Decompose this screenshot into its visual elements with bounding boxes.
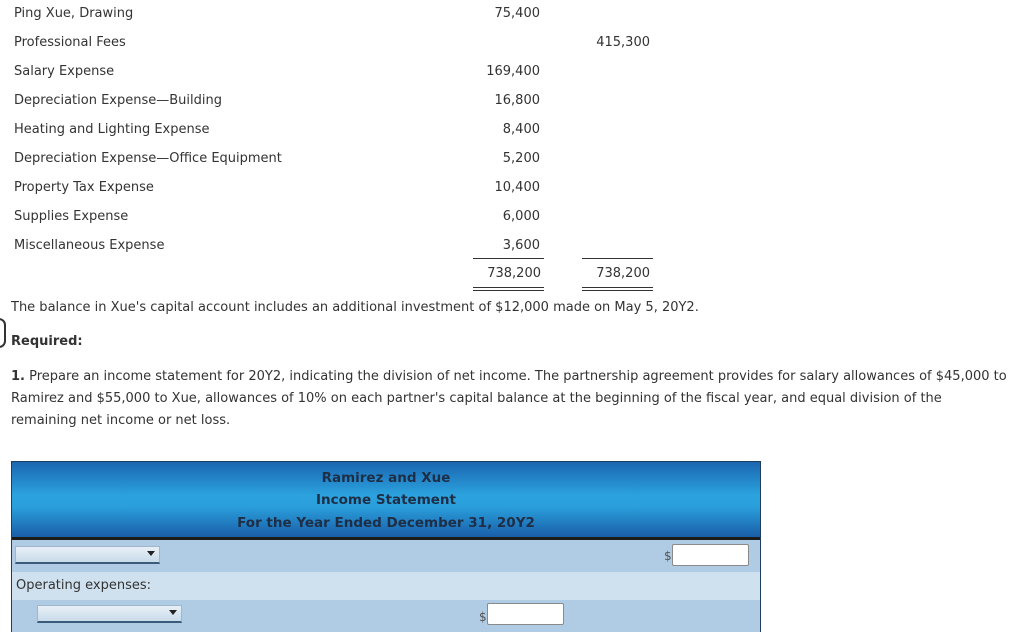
total-debit: 738,200 — [487, 266, 541, 281]
tb-row — [0, 145, 700, 174]
tb-row — [0, 0, 700, 29]
debit-amount: 10,400 — [494, 180, 540, 195]
expense-account-select[interactable] — [37, 605, 182, 623]
tb-row — [0, 232, 700, 261]
credit-total-double-rule — [582, 287, 653, 291]
revenue-amount-input[interactable] — [672, 544, 749, 566]
question-number: 1. — [11, 369, 25, 384]
account-name: Property Tax Expense — [14, 180, 154, 195]
revenue-account-select[interactable] — [15, 546, 160, 564]
tb-row — [0, 58, 700, 87]
account-name: Miscellaneous Expense — [14, 238, 165, 253]
debit-amount: 169,400 — [486, 64, 540, 79]
account-name: Heating and Lighting Expense — [14, 122, 210, 137]
account-name: Salary Expense — [14, 64, 115, 79]
required-heading: Required: — [11, 334, 83, 349]
statement-header — [12, 462, 760, 540]
debit-amount: 8,400 — [502, 122, 540, 137]
expense-row — [12, 600, 760, 632]
account-name: Depreciation Expense—Office Equipment — [14, 151, 282, 166]
chevron-down-icon — [169, 610, 177, 615]
capital-note: The balance in Xue's capital account includes an additional investment of $12,000 made on May 5, 20Y2. — [11, 300, 699, 315]
dollar-sign: $ — [479, 610, 487, 624]
company-name: Ramirez and Xue — [321, 470, 451, 486]
account-name: Supplies Expense — [14, 209, 129, 224]
account-name: Depreciation Expense—Building — [14, 93, 222, 108]
question-text — [11, 366, 1011, 432]
tb-row — [0, 29, 700, 58]
statement-period: For the Year Ended December 31, 20Y2 — [237, 515, 535, 531]
account-name: Professional Fees — [14, 35, 126, 50]
debit-subtotal-rule — [473, 258, 544, 259]
tb-row — [0, 87, 700, 116]
chevron-down-icon — [147, 551, 155, 556]
tb-row — [0, 203, 700, 232]
revenue-row — [12, 540, 760, 572]
tb-row — [0, 174, 700, 203]
debit-amount: 75,400 — [494, 6, 540, 21]
credit-subtotal-rule — [582, 258, 653, 259]
statement-title: Income Statement — [315, 492, 457, 508]
debit-amount: 6,000 — [502, 209, 540, 224]
credit-amount: 415,300 — [596, 35, 650, 50]
debit-amount: 16,800 — [494, 93, 540, 108]
debit-total-double-rule — [473, 287, 544, 291]
left-bracket — [0, 318, 6, 348]
debit-amount: 5,200 — [502, 151, 540, 166]
dollar-sign: $ — [664, 549, 672, 563]
debit-amount: 3,600 — [502, 238, 540, 253]
account-name: Ping Xue, Drawing — [14, 6, 134, 21]
tb-row — [0, 116, 700, 145]
question-body: Prepare an income statement for 20Y2, indicating the division of net income. The partnership agreement provides for salary allowances of $45,000 to Ramirez and $55,000 to Xue, allowances of 10% on each partner's capital balance at the beginning of the fiscal year, and equal division of the remaining net income or net loss. — [11, 369, 1007, 428]
expense-amount-input[interactable] — [487, 603, 564, 625]
income-statement-form — [11, 461, 761, 632]
operating-expenses-row — [12, 572, 760, 600]
operating-expenses-label: Operating expenses: — [16, 578, 152, 593]
total-credit: 738,200 — [596, 266, 650, 281]
